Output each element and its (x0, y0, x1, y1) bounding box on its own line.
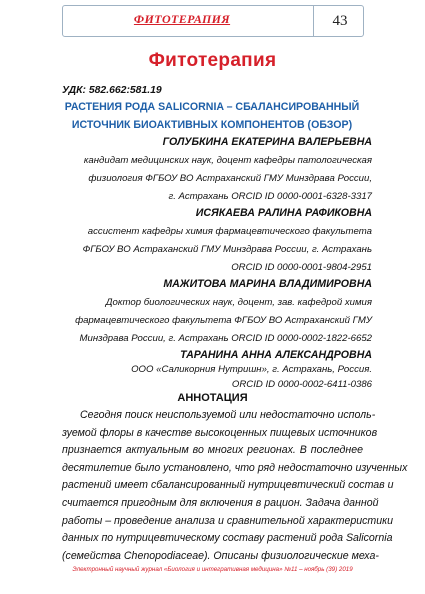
author-affiliation-line: ORCID ID 0000-0001-9804-2951 (231, 262, 372, 273)
author-name: ГОЛУБКИНА ЕКАТЕРИНА ВАЛЕРЬЕВНА (162, 136, 372, 148)
author-name: ТАРАНИНА АННА АЛЕКСАНДРОВНА (180, 349, 372, 361)
abstract-line: десятилетие было установлено, что ряд недостаточно изученных (62, 461, 408, 474)
abstract-line: растений имеет сбалансированный нутрицевтический состав и (62, 479, 394, 492)
abstract-line: признается актуальным во многих регионах. В последнее (62, 444, 363, 457)
author-affiliation-line: физиология ФГБОУ ВО Астраханский ГМУ Минздрава России, (88, 173, 372, 184)
article-title-line-1: РАСТЕНИЯ РОДА SALICORNIA – СБАЛАНСИРОВАННЫЙ (64, 101, 360, 113)
author-affiliation-line: ФГБОУ ВО Астраханский ГМУ Минздрава России, г. Астрахань (82, 244, 372, 255)
journal-footer: Электронный научный журнал «Биология и интегративная медицина» №11 – ноябрь (39) 2019 (72, 566, 353, 573)
section-title: Фитотерапия (148, 50, 277, 71)
page-number: 43 (332, 13, 348, 29)
author-affiliation-line: кандидат медицинских наук, доцент кафедры патологическая (83, 155, 372, 166)
udk-code: УДК: 582.662:581.19 (62, 85, 162, 96)
author-affiliation-line: ORCID ID 0000-0002-6411-0386 (231, 379, 372, 390)
abstract-line: (семейства Chenopodiaceae). Описаны физиологические меха- (62, 549, 379, 562)
abstract-line: Сегодня поиск неиспользуемой или недостаточно исполь- (80, 409, 376, 421)
author-affiliation-line: ООО «Саликорния Нутришн», г. Астрахань, Россия. (131, 364, 372, 375)
author-affiliation-line: ассистент кафедры химия фармацевтического факультета (87, 226, 372, 237)
author-name: МАЖИТОВА МАРИНА ВЛАДИМИРОВНА (163, 278, 372, 290)
header-divider (313, 5, 314, 36)
abstract-heading: АННОТАЦИЯ (177, 392, 248, 404)
abstract-line: зуемой флоры в качестве высокоценных пищевых источников (62, 426, 378, 439)
header-section-name: ФИТОТЕРАПИЯ (133, 12, 231, 26)
abstract-line: считается пригодным для включения в рацион. Задача данной (62, 497, 379, 509)
author-affiliation-line: г. Астрахань ORCID ID 0000-0001-6328-3317 (168, 191, 372, 202)
author-affiliation-line: Минздрава России, г. Астрахань ORCID ID 0000-0002-1822-6652 (79, 333, 372, 344)
author-name: ИСЯКАЕВА РАЛИНА РАФИКОВНА (195, 207, 372, 219)
author-affiliation-line: Доктор биологических наук, доцент, зав. кафедрой химия (105, 297, 372, 308)
abstract-line: данных по нутрицевтическому составу растений рода Salicornia (62, 532, 393, 545)
article-title-line-2: ИСТОЧНИК БИОАКТИВНЫХ КОМПОНЕНТОВ (ОБЗОР) (71, 119, 353, 131)
abstract-line: работы – проведение анализа и сравнительной характеристики (62, 514, 394, 527)
author-affiliation-line: фармацевтического факультета ФГБОУ ВО Астраханский ГМУ (75, 315, 372, 326)
